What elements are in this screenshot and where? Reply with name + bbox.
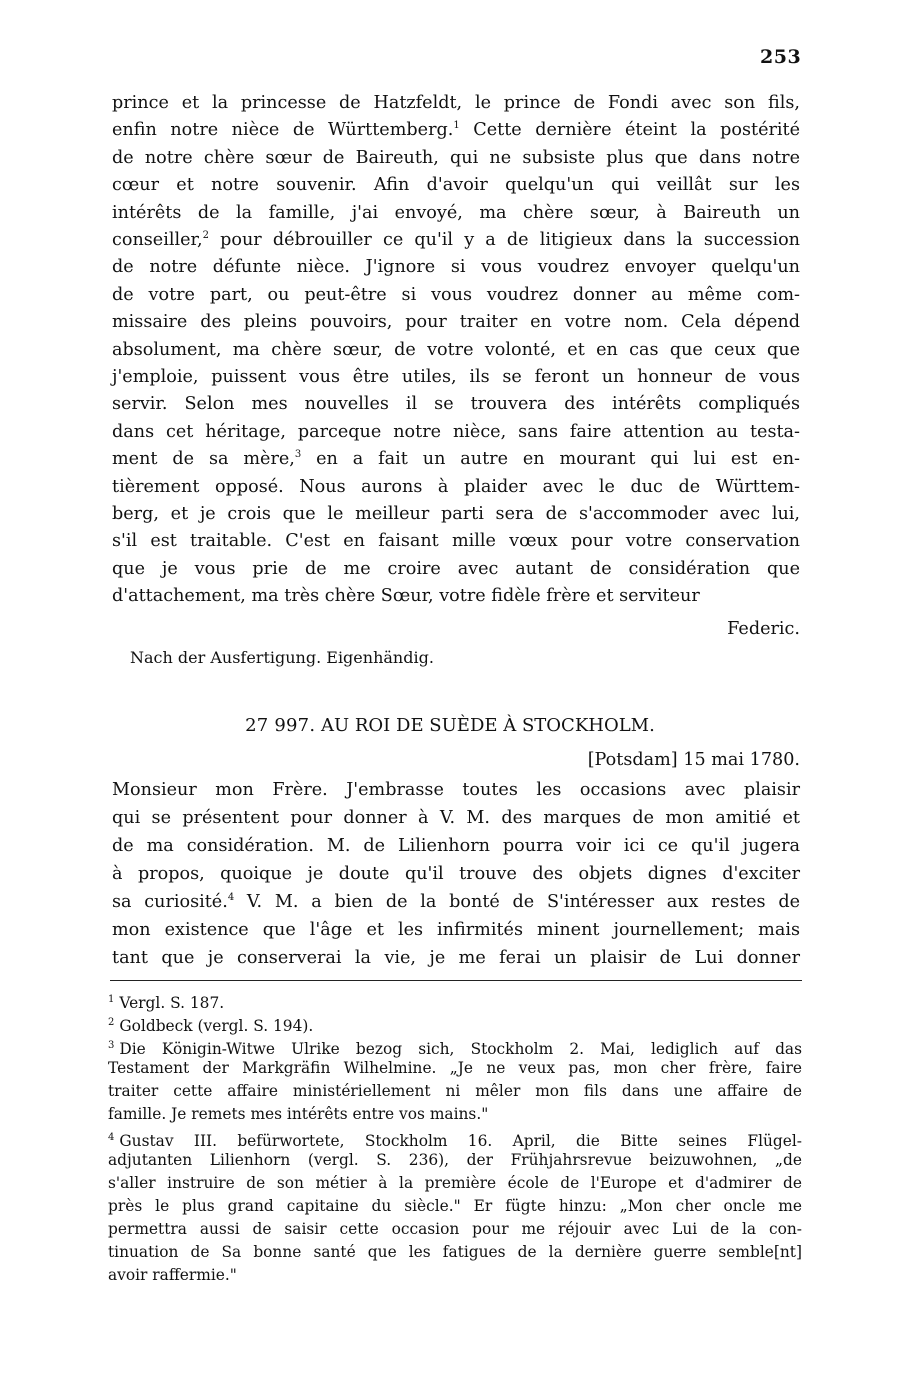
source-note: Nach der Ausfertigung. Eigenhändig. (130, 648, 434, 667)
footnote-line: permettra aussi de saisir cette occasion pour me réjouir avec Lui de la con- (108, 1220, 802, 1238)
text-line: à propos, quoique je doute qu'il trouve des objets dignes d'exciter (112, 864, 800, 884)
footnote-line: $^2$ Goldbeck (vergl. S. 194). (108, 1017, 314, 1035)
text-line: intérêts de la famille, j'ai envoyé, ma chère sœur, à Baireuth un (112, 202, 800, 223)
footnote-line: $^4$ Gustav III. befürwortete, Stockholm 16. April, die Bitte seines Flügel- (108, 1132, 802, 1150)
text-line: tant que je conserverai la vie, je me ferai un plaisir de Lui donner (112, 948, 800, 968)
text-line: que je vous prie de me croire avec autant de considération que (112, 558, 800, 579)
text-line: de notre défunte nièce. J'ignore si vous voudrez envoyer quelqu'un (112, 257, 800, 278)
text-line: tièrement opposé. Nous aurons à plaider avec le duc de Württem- (112, 476, 800, 497)
footnote-line: $^1$ Vergl. S. 187. (108, 994, 225, 1012)
text-line: ment de sa mère,$^3$ en a fait un autre en mourant qui lui est en- (112, 449, 800, 470)
footnote-reference: 1 (453, 120, 460, 132)
footnote-rule (110, 980, 802, 981)
text-line: servir. Selon mes nouvelles il se trouvera des intérêts compliqués (112, 394, 800, 415)
letter-number: 27 997. (245, 715, 316, 736)
text-line: d'attachement, ma très chère Sœur, votre fidèle frère et serviteur (112, 586, 700, 607)
text-line: Monsieur mon Frère. J'embrasse toutes les occasions avec plaisir (112, 780, 800, 800)
text-line: missaire des pleins pouvoirs, pour traiter en votre nom. Cela dépend (112, 312, 800, 333)
text-line: sa curiosité.$^4$ V. M. a bien de la bonté de S'intéresser aux restes de (112, 892, 800, 912)
text-line: prince et la princesse de Hatzfeldt, le prince de Fondi avec son fils, (112, 93, 800, 113)
footnote-reference: 4 (227, 892, 235, 903)
footnote-line: traiter cette affaire ministériellement ni mêler mon fils dans une affaire de (108, 1082, 802, 1100)
footnote-reference: 3 (294, 449, 302, 461)
letter-addressee: AU ROI DE SUÈDE À STOCKHOLM. (320, 715, 655, 736)
footnote-line: près le plus grand capitaine du siècle." Er fügte hinzu: „Mon cher oncle me (108, 1197, 802, 1215)
footnote-line: Testament der Markgräfin Wilhelmine. „Je ne veux pas, mon cher frère, faire (108, 1059, 802, 1077)
text-line: j'emploie, puissent vous être utiles, ils se feront un honneur de vous (112, 367, 800, 387)
text-line: enfin notre nièce de Württemberg.$^1$ Cette dernière éteint la postérité (112, 120, 800, 141)
text-line: mon existence que l'âge et les infirmités minent journellement; mais (112, 920, 800, 940)
text-line: berg, et je crois que le meilleur parti sera de s'accommoder avec lui, (112, 504, 800, 524)
page-number: 253 (760, 46, 802, 68)
letter-dateline: [Potsdam] 15 mai 1780. (587, 750, 800, 770)
footnote-line: avoir raffermie." (108, 1266, 237, 1284)
text-line: dans cet héritage, parceque notre nièce, sans faire attention au testa- (112, 421, 800, 442)
text-line: de ma considération. M. de Lilienhorn pourra voir ici ce qu'il jugera (112, 836, 800, 856)
text-line: qui se présentent pour donner à V. M. des marques de mon amitié et (112, 808, 800, 828)
text-line: de votre part, ou peut-être si vous voudrez donner au même com- (112, 284, 800, 305)
footnote-reference: 2 (202, 230, 209, 241)
footnote-mark: 1 (108, 994, 115, 1005)
footnote-line: adjutanten Lilienhorn (vergl. S. 236), der Frühjahrsrevue beizuwohnen, „de (108, 1151, 802, 1169)
footnote-mark: 2 (108, 1017, 115, 1028)
signature: Federic. (727, 619, 800, 639)
footnote-line: tinuation de Sa bonne santé que les fatigues de la dernière guerre semble[nt] (108, 1243, 802, 1261)
text-line: conseiller,$^2$ pour débrouiller ce qu'il y a de litigieux dans la succession (112, 230, 800, 250)
footnote-mark: 3 (108, 1040, 115, 1051)
footnote-line: s'aller instruire de son métier à la première école de l'Europe et d'admirer de (108, 1174, 802, 1192)
text-line: absolument, ma chère sœur, de votre volonté, et en cas que ceux que (112, 339, 800, 360)
text-line: de notre chère sœur de Baireuth, qui ne subsiste plus que dans notre (112, 147, 800, 168)
text-line: cœur et notre souvenir. Afin d'avoir quelqu'un qui veillât sur les (112, 175, 800, 196)
letter-heading (0, 712, 900, 740)
footnote-line: $^3$ Die Königin-Witwe Ulrike bezog sich, Stockholm 2. Mai, lediglich auf das (108, 1040, 802, 1058)
footnote-line: famille. Je remets mes intérêts entre vos mains." (108, 1105, 489, 1123)
footnote-mark: 4 (108, 1132, 115, 1143)
text-line: s'il est traitable. C'est en faisant mille vœux pour votre conservation (112, 531, 800, 552)
